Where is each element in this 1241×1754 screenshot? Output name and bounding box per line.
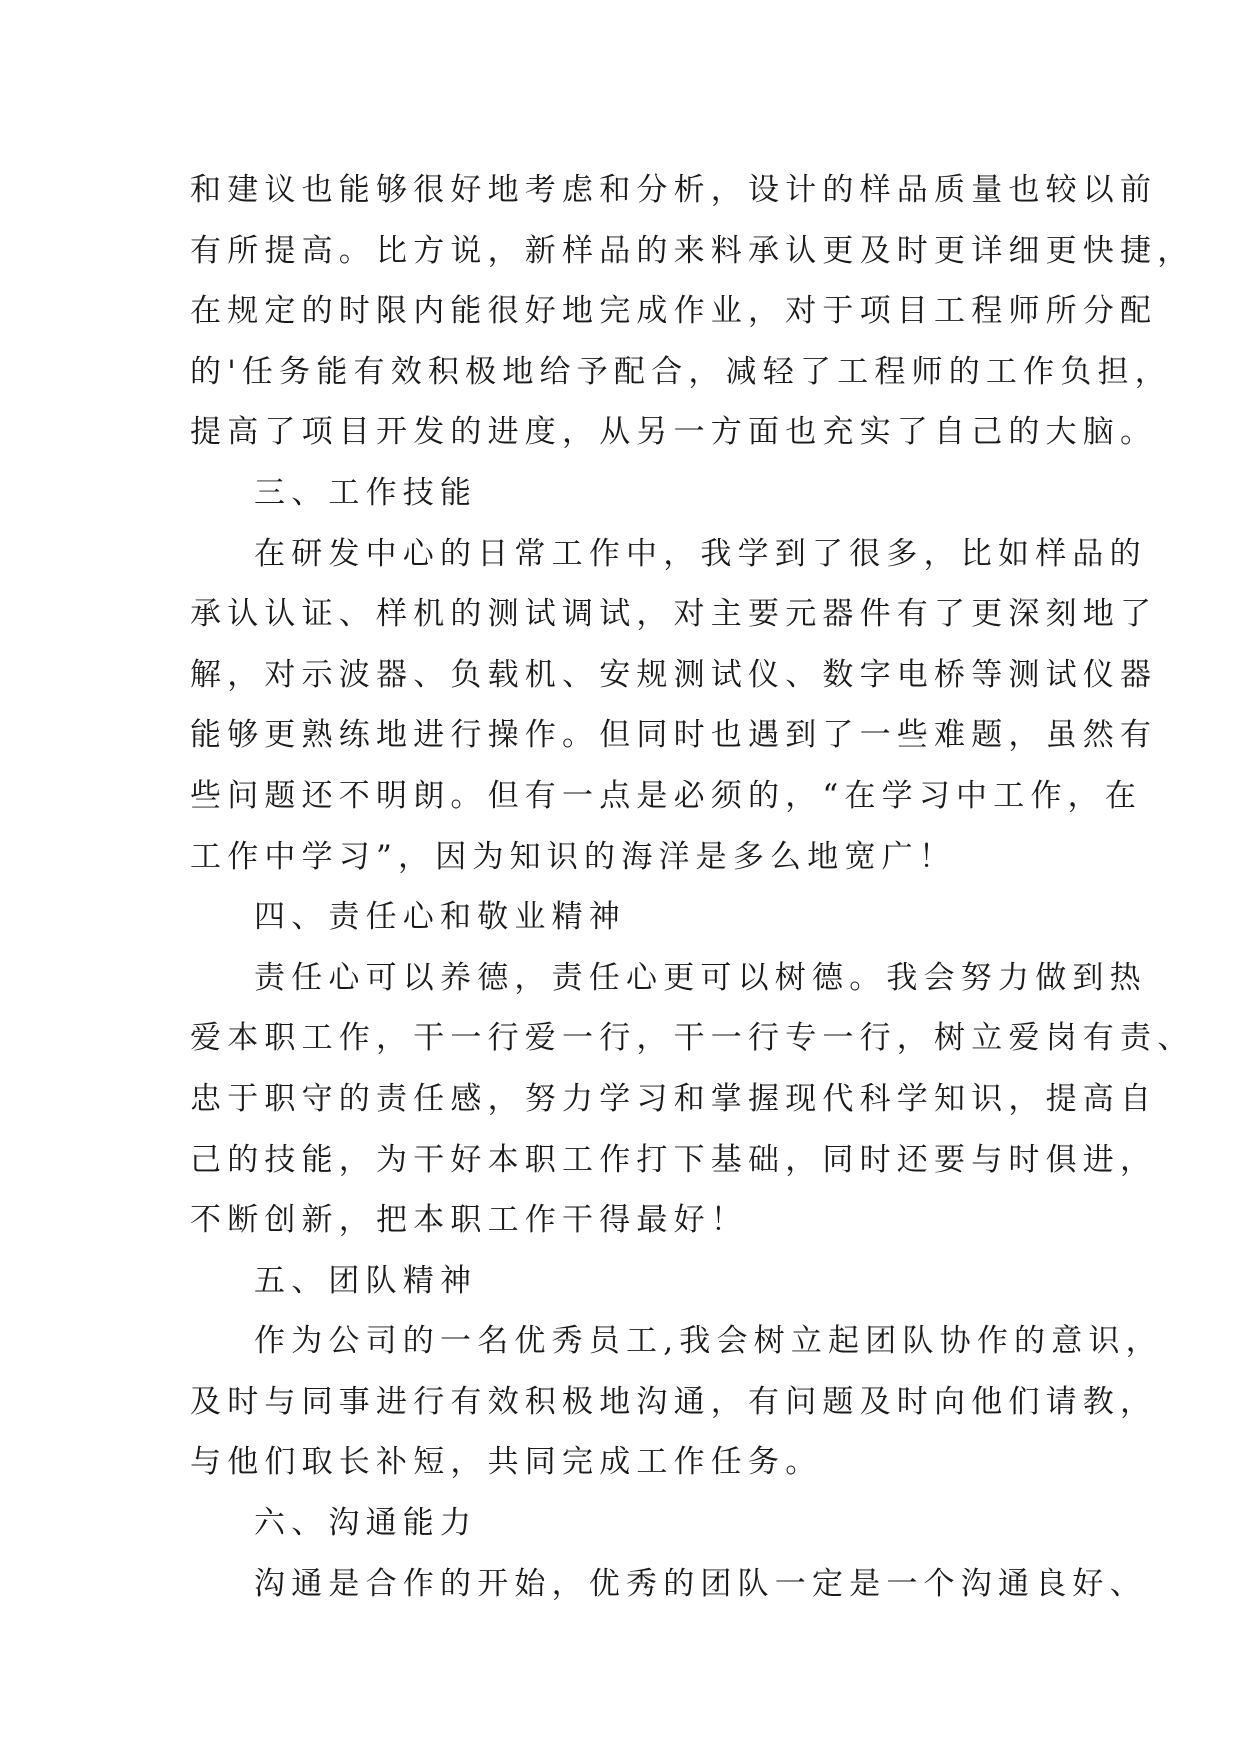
text-line: 在研发中心的日常工作中，我学到了很多，比如样品的	[254, 535, 1147, 572]
text-line: 责任心可以养德，责任心更可以树德。我会努力做到热	[254, 959, 1147, 996]
text-line: 不断创新，把本职工作干得最好！	[190, 1202, 748, 1239]
text-line: 些问题还不明朗。但有一点是必须的，“在学习中工作，在	[190, 777, 1143, 814]
section-heading: 四、责任心和敬业精神	[254, 899, 626, 936]
text-line: 在规定的时限内能很好地完成作业，对于项目工程师所分配	[190, 293, 1158, 330]
text-line: 的'任务能有效积极地给予配合，减轻了工程师的工作负担，	[190, 353, 1172, 390]
text-line: 作为公司的一名优秀员工,我会树立起团队协作的意识，	[254, 1323, 1163, 1360]
section-heading: 三、工作技能	[254, 474, 478, 511]
text-line: 解，对示波器、负载机、安规测试仪、数字电桥等测试仪器	[190, 656, 1158, 693]
text-line: 忠于职守的责任感，努力学习和掌握现代科学知识，提高自	[190, 1080, 1158, 1117]
text-line: 承认认证、样机的测试调试，对主要元器件有了更深刻地了	[190, 596, 1158, 633]
text-line: 爱本职工作，干一行爱一行，干一行专一行，树立爱岗有责、	[190, 1020, 1195, 1057]
text-line: 与他们取长补短，共同完成工作任务。	[190, 1444, 823, 1481]
text-line: 有所提高。比方说，新样品的来料承认更及时更详细更快捷，	[190, 232, 1195, 269]
text-line: 提高了项目开发的进度，从另一方面也充实了自己的大脑。	[190, 414, 1158, 451]
text-line: 和建议也能够很好地考虑和分析，设计的样品质量也较以前	[190, 172, 1158, 208]
text-line: 能够更熟练地进行操作。但同时也遇到了一些难题，虽然有	[190, 717, 1158, 754]
text-line: 己的技能，为干好本职工作打下基础，同时还要与时俱进，	[190, 1141, 1158, 1178]
section-heading: 五、团队精神	[254, 1262, 478, 1299]
text-line: 及时与同事进行有效积极地沟通，有问题及时向他们请教，	[190, 1383, 1158, 1420]
document-body	[190, 160, 1195, 1614]
section-heading: 六、沟通能力	[254, 1505, 478, 1542]
text-line: 工作中学习”，因为知识的海洋是多么地宽广！	[190, 838, 957, 875]
text-line: 沟通是合作的开始，优秀的团队一定是一个沟通良好、	[254, 1565, 1147, 1602]
